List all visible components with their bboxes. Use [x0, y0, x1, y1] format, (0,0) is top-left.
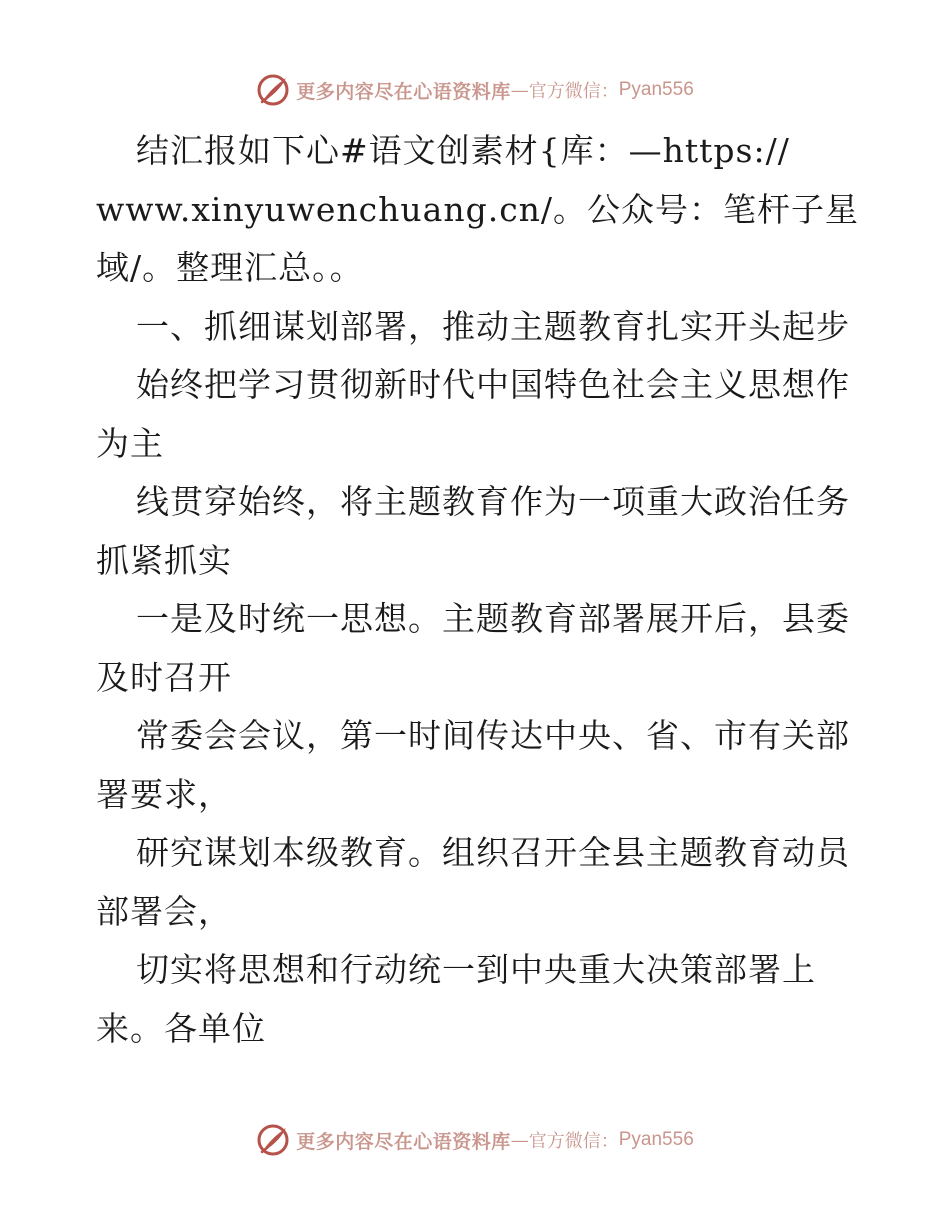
- text-line: 部署会，: [96, 891, 232, 931]
- quill-logo-icon: [256, 73, 290, 107]
- watermark-separator: —: [510, 79, 529, 101]
- text-line: 抓紧抓实: [96, 540, 232, 580]
- header-watermark: [0, 70, 950, 110]
- watermark-group: [256, 1123, 694, 1157]
- text-line: 常委会会议，第一时间传达中央、省、市有关部: [136, 716, 850, 755]
- text-line: 来。各单位: [96, 1008, 266, 1048]
- watermark-main-text: 更多内容尽在心语资料库: [296, 80, 511, 103]
- quill-logo-icon: [256, 1123, 290, 1157]
- text-line: 线贯穿始终，将主题教育作为一项重大政治任务: [136, 482, 850, 521]
- watermark-wechat-label: 官方微信：: [528, 1131, 619, 1152]
- text-line: 署要求，: [96, 774, 232, 814]
- watermark-wechat-label: 官方微信：: [528, 81, 619, 102]
- text-line: 始终把学习贯彻新时代中国特色社会主义思想作: [136, 365, 850, 404]
- text-line: 结汇报如下心#语文创素材{库：—https://: [136, 131, 790, 170]
- document-body: [96, 122, 866, 1058]
- text-line: 一是及时统一思想。主题教育部署展开后，县委: [136, 599, 850, 638]
- text-line: 切实将思想和行动统一到中央重大决策部署上: [136, 950, 816, 989]
- text-line: www.xinyuwenchuang.cn/。公众号：笔杆子星: [96, 189, 860, 229]
- text-line: 研究谋划本级教育。组织召开全县主题教育动员: [136, 833, 850, 872]
- watermark-wechat-id: Pyan556: [618, 1129, 694, 1150]
- watermark-separator: —: [510, 1129, 529, 1151]
- watermark-main-text: 更多内容尽在心语资料库: [296, 1130, 511, 1153]
- text-line: 及时召开: [96, 657, 232, 697]
- footer-watermark: [0, 1120, 950, 1160]
- section-heading: 一、抓细谋划部署，推动主题教育扎实开头起步: [136, 306, 850, 346]
- text-line: 域/。整理汇总。。: [96, 248, 364, 287]
- watermark-wechat-id: Pyan556: [618, 79, 694, 100]
- text-line: 为主: [96, 423, 164, 463]
- watermark-group: [256, 73, 694, 107]
